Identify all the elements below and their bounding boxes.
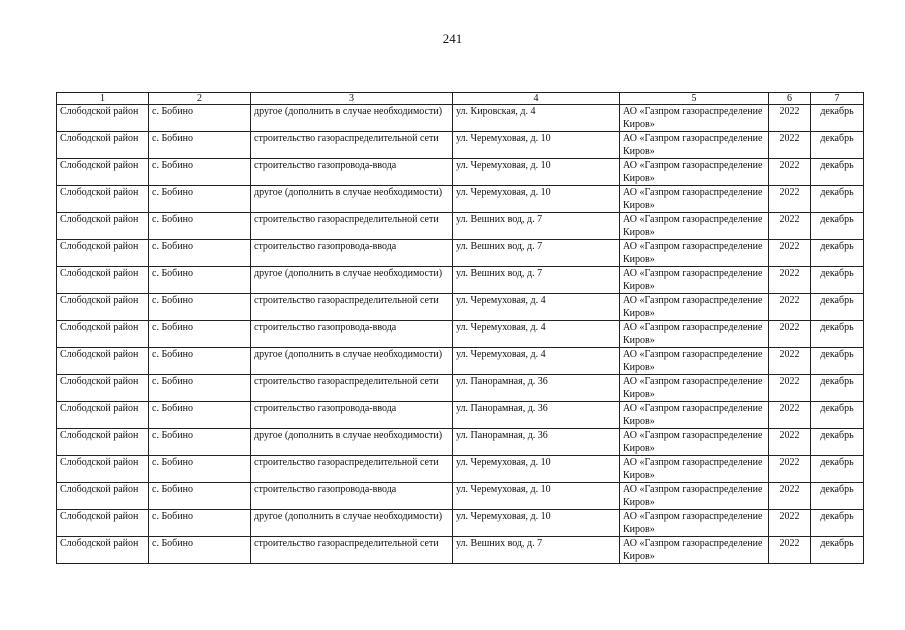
work-type-cell: другое (дополнить в случае необходимости)	[251, 429, 453, 456]
organization-cell: АО «Газпром газораспределение Киров»	[620, 456, 769, 483]
address-cell: ул. Черемуховая, д. 10	[453, 159, 620, 186]
address-cell: ул. Черемуховая, д. 10	[453, 132, 620, 159]
organization-cell: АО «Газпром газораспределение Киров»	[620, 348, 769, 375]
organization-cell: АО «Газпром газораспределение Киров»	[620, 537, 769, 564]
table-row	[57, 402, 864, 429]
column-header-2: 2	[149, 93, 251, 105]
district-cell: Слободской район	[57, 294, 149, 321]
work-type-cell: другое (дополнить в случае необходимости)	[251, 186, 453, 213]
work-type-cell: строительство газопровода-ввода	[251, 159, 453, 186]
year-cell: 2022	[769, 105, 811, 132]
year-cell: 2022	[769, 429, 811, 456]
settlement-cell: с. Бобино	[149, 510, 251, 537]
settlement-cell: с. Бобино	[149, 429, 251, 456]
settlement-cell: с. Бобино	[149, 348, 251, 375]
table-row	[57, 348, 864, 375]
address-cell: ул. Вешних вод, д. 7	[453, 267, 620, 294]
year-cell: 2022	[769, 186, 811, 213]
table-row	[57, 240, 864, 267]
month-cell: декабрь	[811, 537, 864, 564]
table-row	[57, 375, 864, 402]
column-header-3: 3	[251, 93, 453, 105]
year-cell: 2022	[769, 294, 811, 321]
work-type-cell: строительство газораспределительной сети	[251, 213, 453, 240]
table-row	[57, 294, 864, 321]
settlement-cell: с. Бобино	[149, 375, 251, 402]
settlement-cell: с. Бобино	[149, 105, 251, 132]
district-cell: Слободской район	[57, 105, 149, 132]
organization-cell: АО «Газпром газораспределение Киров»	[620, 510, 769, 537]
month-cell: декабрь	[811, 159, 864, 186]
work-type-cell: другое (дополнить в случае необходимости)	[251, 348, 453, 375]
year-cell: 2022	[769, 132, 811, 159]
work-type-cell: другое (дополнить в случае необходимости)	[251, 510, 453, 537]
table-row	[57, 132, 864, 159]
column-header-5: 5	[620, 93, 769, 105]
address-cell: ул. Черемуховая, д. 10	[453, 483, 620, 510]
settlement-cell: с. Бобино	[149, 483, 251, 510]
month-cell: декабрь	[811, 105, 864, 132]
year-cell: 2022	[769, 483, 811, 510]
address-cell: ул. Вешних вод, д. 7	[453, 213, 620, 240]
settlement-cell: с. Бобино	[149, 186, 251, 213]
district-cell: Слободской район	[57, 510, 149, 537]
work-type-cell: другое (дополнить в случае необходимости)	[251, 267, 453, 294]
table-body	[57, 105, 864, 564]
table-row	[57, 456, 864, 483]
organization-cell: АО «Газпром газораспределение Киров»	[620, 429, 769, 456]
year-cell: 2022	[769, 456, 811, 483]
table-row	[57, 159, 864, 186]
table-row	[57, 105, 864, 132]
year-cell: 2022	[769, 321, 811, 348]
work-type-cell: строительство газораспределительной сети	[251, 294, 453, 321]
month-cell: декабрь	[811, 321, 864, 348]
district-cell: Слободской район	[57, 537, 149, 564]
table-row	[57, 510, 864, 537]
address-cell: ул. Черемуховая, д. 4	[453, 348, 620, 375]
settlement-cell: с. Бобино	[149, 456, 251, 483]
address-cell: ул. Панорамная, д. 36	[453, 402, 620, 429]
year-cell: 2022	[769, 537, 811, 564]
month-cell: декабрь	[811, 213, 864, 240]
address-cell: ул. Вешних вод, д. 7	[453, 537, 620, 564]
address-cell: ул. Черемуховая, д. 10	[453, 456, 620, 483]
organization-cell: АО «Газпром газораспределение Киров»	[620, 402, 769, 429]
month-cell: декабрь	[811, 240, 864, 267]
district-cell: Слободской район	[57, 159, 149, 186]
month-cell: декабрь	[811, 510, 864, 537]
work-type-cell: строительство газопровода-ввода	[251, 483, 453, 510]
column-header-6: 6	[769, 93, 811, 105]
gasification-table	[56, 92, 864, 564]
month-cell: декабрь	[811, 456, 864, 483]
address-cell: ул. Черемуховая, д. 4	[453, 321, 620, 348]
district-cell: Слободской район	[57, 321, 149, 348]
column-header-7: 7	[811, 93, 864, 105]
work-type-cell: строительство газораспределительной сети	[251, 132, 453, 159]
address-cell: ул. Черемуховая, д. 10	[453, 186, 620, 213]
organization-cell: АО «Газпром газораспределение Киров»	[620, 240, 769, 267]
month-cell: декабрь	[811, 375, 864, 402]
year-cell: 2022	[769, 240, 811, 267]
organization-cell: АО «Газпром газораспределение Киров»	[620, 105, 769, 132]
district-cell: Слободской район	[57, 132, 149, 159]
work-type-cell: строительство газопровода-ввода	[251, 402, 453, 429]
work-type-cell: строительство газораспределительной сети	[251, 456, 453, 483]
organization-cell: АО «Газпром газораспределение Киров»	[620, 267, 769, 294]
year-cell: 2022	[769, 159, 811, 186]
organization-cell: АО «Газпром газораспределение Киров»	[620, 213, 769, 240]
month-cell: декабрь	[811, 429, 864, 456]
district-cell: Слободской район	[57, 375, 149, 402]
organization-cell: АО «Газпром газораспределение Киров»	[620, 186, 769, 213]
work-type-cell: строительство газопровода-ввода	[251, 240, 453, 267]
district-cell: Слободской район	[57, 186, 149, 213]
column-header-1: 1	[57, 93, 149, 105]
district-cell: Слободской район	[57, 348, 149, 375]
district-cell: Слободской район	[57, 429, 149, 456]
address-cell: ул. Кировская, д. 4	[453, 105, 620, 132]
table-row	[57, 267, 864, 294]
settlement-cell: с. Бобино	[149, 294, 251, 321]
address-cell: ул. Вешних вод, д. 7	[453, 240, 620, 267]
year-cell: 2022	[769, 267, 811, 294]
settlement-cell: с. Бобино	[149, 537, 251, 564]
year-cell: 2022	[769, 213, 811, 240]
district-cell: Слободской район	[57, 213, 149, 240]
district-cell: Слободской район	[57, 483, 149, 510]
organization-cell: АО «Газпром газораспределение Киров»	[620, 375, 769, 402]
settlement-cell: с. Бобино	[149, 213, 251, 240]
month-cell: декабрь	[811, 186, 864, 213]
district-cell: Слободской район	[57, 240, 149, 267]
address-cell: ул. Черемуховая, д. 10	[453, 510, 620, 537]
organization-cell: АО «Газпром газораспределение Киров»	[620, 294, 769, 321]
organization-cell: АО «Газпром газораспределение Киров»	[620, 159, 769, 186]
settlement-cell: с. Бобино	[149, 240, 251, 267]
district-cell: Слободской район	[57, 402, 149, 429]
organization-cell: АО «Газпром газораспределение Киров»	[620, 132, 769, 159]
settlement-cell: с. Бобино	[149, 132, 251, 159]
year-cell: 2022	[769, 510, 811, 537]
work-type-cell: строительство газораспределительной сети	[251, 537, 453, 564]
district-cell: Слободской район	[57, 267, 149, 294]
table-row	[57, 483, 864, 510]
year-cell: 2022	[769, 375, 811, 402]
work-type-cell: строительство газораспределительной сети	[251, 375, 453, 402]
address-cell: ул. Черемуховая, д. 4	[453, 294, 620, 321]
settlement-cell: с. Бобино	[149, 159, 251, 186]
month-cell: декабрь	[811, 132, 864, 159]
year-cell: 2022	[769, 402, 811, 429]
month-cell: декабрь	[811, 348, 864, 375]
table-row	[57, 537, 864, 564]
table-row	[57, 213, 864, 240]
organization-cell: АО «Газпром газораспределение Киров»	[620, 483, 769, 510]
month-cell: декабрь	[811, 294, 864, 321]
work-type-cell: строительство газопровода-ввода	[251, 321, 453, 348]
table-row	[57, 321, 864, 348]
settlement-cell: с. Бобино	[149, 321, 251, 348]
address-cell: ул. Панорамная, д. 36	[453, 429, 620, 456]
column-header-4: 4	[453, 93, 620, 105]
table-row	[57, 186, 864, 213]
month-cell: декабрь	[811, 483, 864, 510]
address-cell: ул. Панорамная, д. 36	[453, 375, 620, 402]
month-cell: декабрь	[811, 267, 864, 294]
table-row	[57, 429, 864, 456]
month-cell: декабрь	[811, 402, 864, 429]
header-row	[57, 93, 864, 105]
organization-cell: АО «Газпром газораспределение Киров»	[620, 321, 769, 348]
work-type-cell: другое (дополнить в случае необходимости)	[251, 105, 453, 132]
page-number: 241	[442, 31, 463, 46]
settlement-cell: с. Бобино	[149, 402, 251, 429]
settlement-cell: с. Бобино	[149, 267, 251, 294]
year-cell: 2022	[769, 348, 811, 375]
district-cell: Слободской район	[57, 456, 149, 483]
